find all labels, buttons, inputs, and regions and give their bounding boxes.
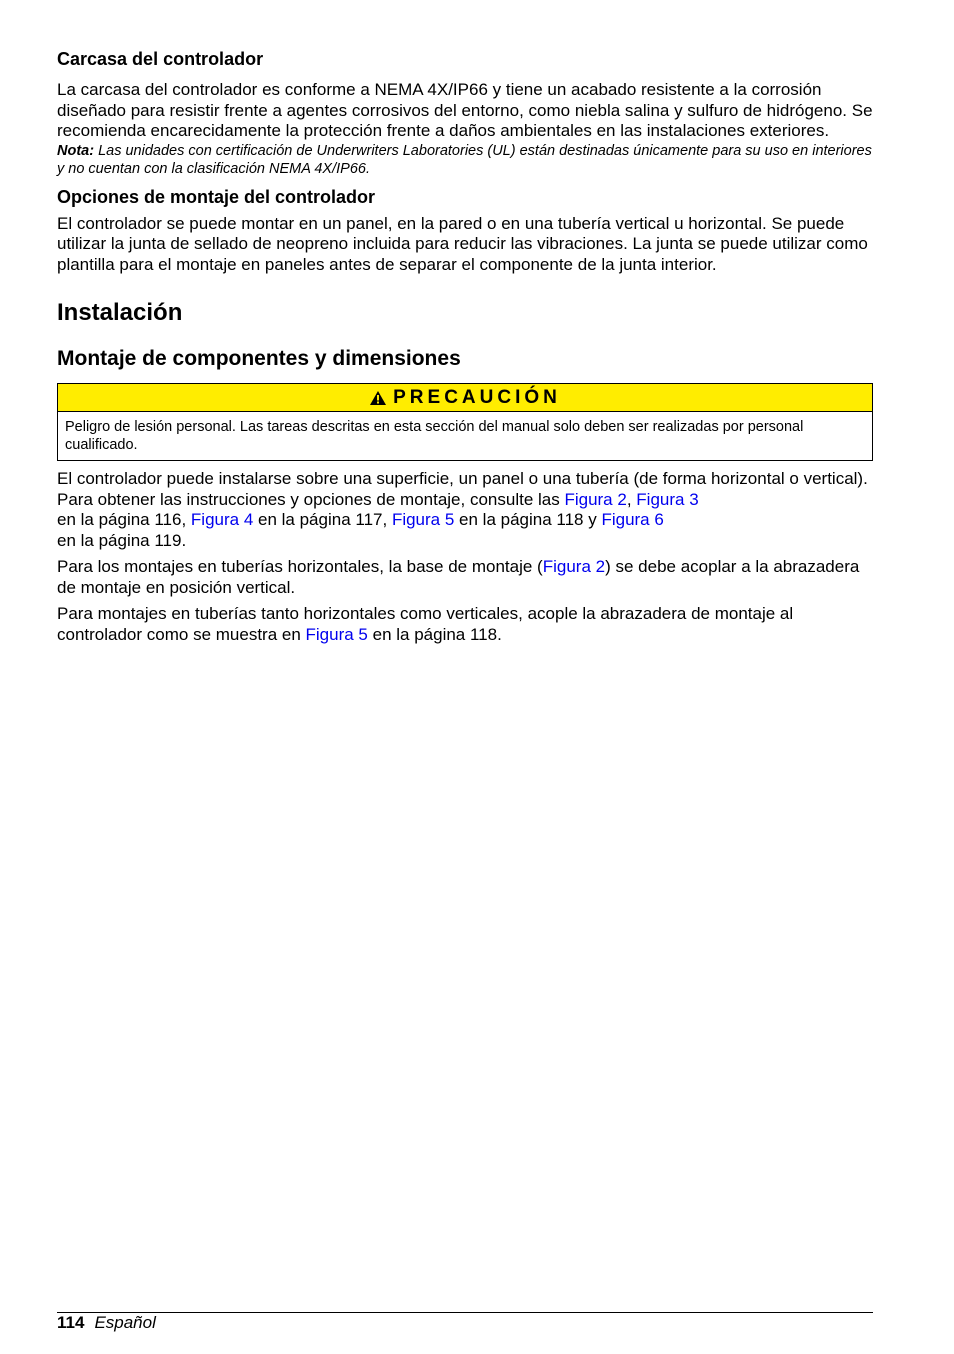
- heading-opciones: Opciones de montaje del controlador: [57, 186, 376, 207]
- footer-divider: [57, 1312, 873, 1313]
- link-figura-2-b[interactable]: Figura 2: [542, 557, 606, 576]
- note-text: Las unidades con certificación de Underwriters Laboratories (UL) están destinadas únicamente para su uso en interiores y no cuentan con la clasificación NEMA 4X/IP66.: [57, 142, 872, 177]
- heading-montaje: Montaje de componentes y dimensiones: [57, 347, 461, 370]
- caution-header: [58, 384, 872, 412]
- heading-carcasa: Carcasa del controlador: [57, 49, 264, 69]
- paragraph-instrucciones: El controlador puede instalarse sobre una superficie, un panel o una tubería (de forma horizontal o vertical). Para obtener las instrucciones y opciones de montaje, consulte las Figura 2, Figura 3 en la página 116, Figura 4 en la página 117, Figura 5 en la página 118 y Figura 6 en la página 119.: [57, 469, 868, 550]
- link-figura-5[interactable]: Figura 5: [391, 510, 455, 529]
- page-content: [57, 44, 873, 645]
- page-number: 114: [57, 1313, 85, 1332]
- heading-instalacion: Instalación: [57, 299, 183, 326]
- paragraph-verticales: Para montajes en tuberías tanto horizontales como verticales, acople la abrazadera de montaje al controlador como se muestra en Figura 5 en la página 118.: [57, 604, 794, 644]
- footer-language: Español: [94, 1313, 156, 1332]
- note-label: Nota:: [57, 142, 95, 159]
- note: [57, 142, 873, 178]
- warning-triangle-icon: [369, 390, 387, 406]
- link-figura-5-b[interactable]: Figura 5: [305, 624, 368, 644]
- link-figura-2[interactable]: Figura 2: [564, 489, 627, 509]
- carcasa-paragraph: La carcasa del controlador es conforme a NEMA 4X/IP66 y tiene un acabado resistente a la corrosión diseñado para resistir frente a agentes corrosivos del entorno, como niebla salina y sulfuro de hidrógeno. Se recomienda encarecidamente la protección frente a daños ambientales en las instalaciones exteriores.: [57, 80, 873, 140]
- paragraph-horizontales: Para los montajes en tuberías horizontales, la base de montaje (Figura 2) se debe acoplar a la abrazadera de montaje en posición vertical.: [57, 557, 860, 597]
- caution-box: [57, 383, 873, 461]
- link-figura-4[interactable]: Figura 4: [190, 510, 254, 529]
- link-figura-3[interactable]: Figura 3: [636, 489, 699, 509]
- opciones-paragraph: El controlador se puede montar en un panel, en la pared o en una tubería vertical u horizontal. Se puede utilizar la junta de sellado de neopreno incluida para reducir las vibraciones. La junta se puede utilizar como plantilla para el montaje en paneles antes de separar el componente de la junta interior.: [57, 213, 868, 274]
- caution-text: Peligro de lesión personal. Las tareas descritas en esta sección del manual solo deben ser realizadas por personal cualificado.: [65, 419, 804, 453]
- caution-label: PRECAUCIÓN: [393, 386, 561, 408]
- link-figura-6[interactable]: Figura 6: [601, 510, 664, 529]
- footer: [57, 1313, 156, 1333]
